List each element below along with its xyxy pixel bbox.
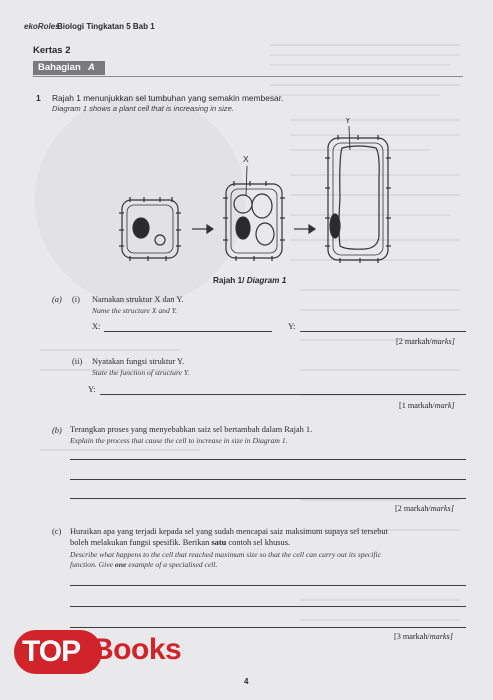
part-a-i-en: Name the structure X and Y. — [92, 306, 178, 315]
part-a-ii-en: State the function of structure Y. — [92, 368, 190, 377]
answer-y-label: Y: — [288, 322, 296, 331]
label-y: Y — [345, 118, 351, 125]
section-divider — [33, 76, 463, 77]
answer-ii-line[interactable] — [100, 394, 466, 395]
page-number: 4 — [244, 677, 249, 686]
answer-x-label: X: — [92, 322, 101, 331]
caption-en: Diagram 1 — [246, 276, 287, 285]
part-b-letter: (b) — [52, 426, 62, 435]
marks-a-i-ms: [2 markah/ — [396, 337, 432, 346]
watermark-books-text: Books — [92, 633, 182, 666]
answer-c-line-1[interactable] — [70, 585, 466, 586]
marks-a-ii — [399, 401, 455, 410]
part-c-en-2c: example of a specialised cell. — [126, 560, 218, 569]
running-header-title: Biologi Tingkatan 5 Bab 1 — [57, 22, 155, 31]
large-cell — [325, 126, 391, 263]
question-number: 1 — [36, 93, 41, 103]
part-c-ms-2a: boleh melakukan fungsi spesifik. Berikan — [70, 538, 212, 547]
marks-a-i-en: marks] — [431, 337, 455, 346]
section-letter: A — [88, 62, 95, 73]
answer-b-line-2[interactable] — [70, 479, 466, 480]
part-c-ms-2c: contoh sel khusus. — [226, 538, 291, 547]
part-c-en-2a: function. Give — [70, 560, 115, 569]
part-c-en-1: Describe what happens to the cell that reached maximum size so that the cell can carry out its specific — [70, 550, 381, 559]
part-a-i-number: (i) — [72, 295, 80, 304]
marks-c-en: marks] — [429, 632, 453, 641]
part-c-ms-2b: satu — [211, 538, 227, 547]
marks-b-ms: [2 markah/ — [395, 504, 431, 513]
marks-a-ii-en: mark] — [434, 401, 455, 410]
label-x: X — [243, 154, 249, 164]
marks-b-en: marks] — [430, 504, 454, 513]
marks-a-i — [396, 337, 455, 346]
answer-b-line-3[interactable] — [70, 498, 466, 499]
marks-b — [395, 504, 454, 513]
answer-b-line-1[interactable] — [70, 459, 466, 460]
plant-cell-diagram — [110, 118, 400, 268]
watermark-top-text: TOP — [22, 635, 81, 668]
marks-c-ms: [3 markah/ — [394, 632, 430, 641]
part-c-ms-1: Huraikan apa yang terjadi kepada sel yang sudah mencapai saiz maksimum supaya sel tersebut — [70, 527, 388, 536]
part-a-letter: (a) — [52, 295, 62, 304]
question-stem-ms: Rajah 1 menunjukkan sel tumbuhan yang semakin membesar. — [52, 93, 284, 103]
section-label: Bahagian — [38, 62, 81, 73]
diagram-caption — [213, 276, 286, 285]
answer-y-line[interactable] — [300, 331, 466, 332]
part-b-ms: Terangkan proses yang menyebabkan saiz sel bertambah dalam Rajah 1. — [70, 425, 313, 434]
part-b-en: Explain the process that cause the cell to increase in size in Diagram 1. — [70, 436, 288, 445]
answer-x-line[interactable] — [104, 331, 272, 332]
paper-label: Kertas 2 — [33, 45, 71, 56]
answer-ii-y-label: Y: — [88, 385, 96, 394]
marks-c — [394, 632, 453, 641]
part-a-ii-ms: Nyatakan fungsi struktur Y. — [92, 357, 185, 366]
publisher-logo: ekoRoles — [24, 22, 60, 31]
part-c-ms-2 — [70, 538, 290, 548]
small-cell — [119, 197, 181, 261]
caption-ms: Rajah 1/ — [213, 276, 245, 285]
part-a-ii-number: (ii) — [72, 357, 83, 366]
part-c-letter: (c) — [52, 527, 62, 536]
part-a-i-ms: Namakan struktur X dan Y. — [92, 295, 184, 304]
part-c-en-2b: one — [114, 560, 127, 569]
medium-cell — [223, 166, 285, 261]
marks-a-ii-ms: [1 markah/ — [399, 401, 435, 410]
question-stem-en: Diagram 1 shows a plant cell that is increasing in size. — [52, 104, 234, 113]
arrow-1 — [192, 225, 213, 233]
arrow-2 — [294, 225, 315, 233]
answer-c-line-3[interactable] — [70, 627, 466, 628]
answer-c-line-2[interactable] — [70, 606, 466, 607]
part-c-en-2 — [70, 560, 217, 569]
